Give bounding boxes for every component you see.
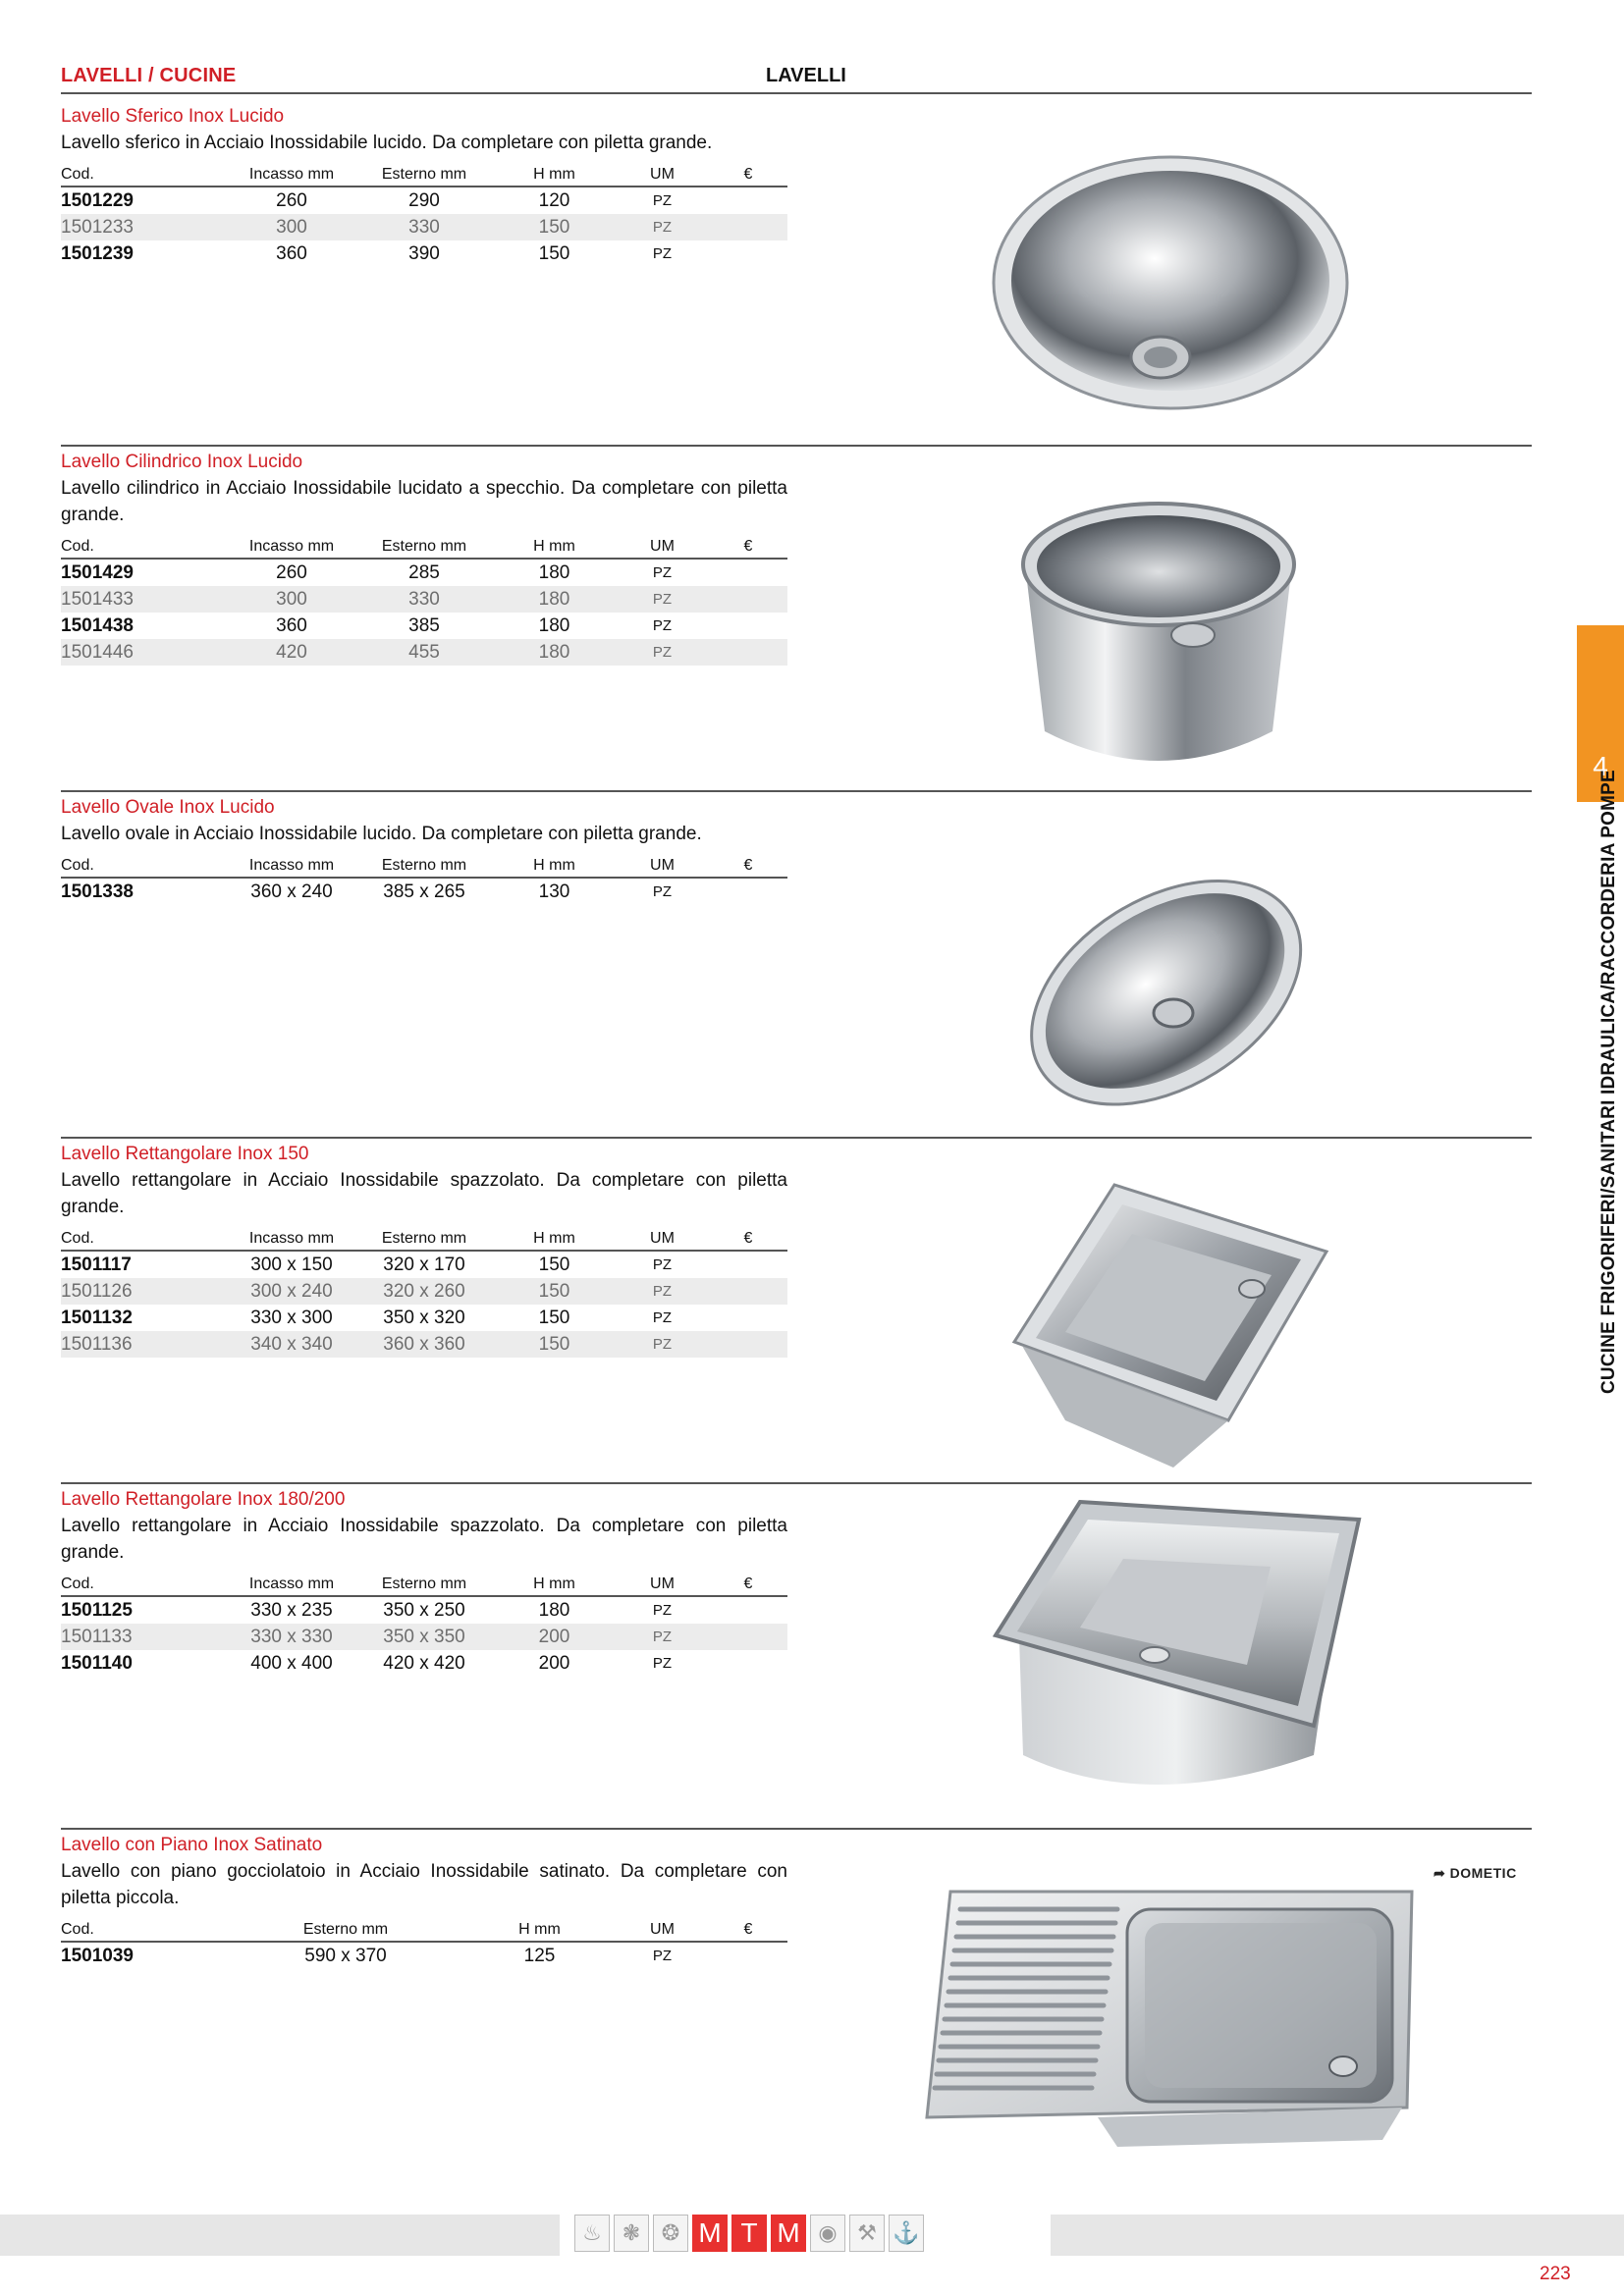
category-title: LAVELLI / CUCINE (61, 65, 237, 86)
col-um: UM (616, 1917, 709, 1942)
spherical-sink-image (982, 147, 1355, 432)
table-row (61, 586, 787, 613)
price-value (709, 1251, 787, 1278)
footer-bar-right (1051, 2215, 1624, 2256)
col-cod: Cod. (61, 853, 228, 878)
esterno-value: 350 x 320 (383, 1308, 465, 1328)
product-code: 1501429 (61, 562, 134, 583)
product-title: Lavello Rettangolare Inox 150 (61, 1144, 309, 1164)
section-divider (61, 1137, 1532, 1139)
price-value (709, 1278, 787, 1305)
table-row (61, 1278, 787, 1305)
col-esterno: Esterno mm (228, 1917, 463, 1942)
unit-value: PZ (616, 586, 709, 613)
product-table (61, 534, 787, 666)
col-um: UM (616, 1572, 709, 1596)
product-table (61, 1917, 787, 1969)
chapter-label: CUCINE FRIGORIFERI/SANITARI IDRAULICA/RACCORDERIA POMPE (1598, 770, 1619, 1394)
product-code: 1501136 (61, 1331, 228, 1358)
height-value: 150 (538, 243, 570, 264)
price-value (709, 613, 787, 639)
incasso-value: 330 x 300 (250, 1308, 333, 1328)
incasso-value: 360 (276, 243, 307, 264)
fan-icon[interactable]: ❃ (614, 2215, 649, 2252)
price-value (709, 1624, 787, 1650)
height-value: 150 (538, 1308, 570, 1328)
section-title: LAVELLI (766, 65, 846, 86)
col-h: H mm (493, 534, 616, 559)
height-value: 200 (538, 1653, 570, 1674)
product-code: 1501229 (61, 190, 134, 211)
product-description: Lavello cilindrico in Acciaio Inossidabile lucidato a specchio. Da completare con piletta grande. (61, 478, 787, 525)
height-value: 180 (538, 1600, 570, 1621)
col-h: H mm (463, 1917, 616, 1942)
product-title: Lavello Sferico Inox Lucido (61, 106, 285, 127)
col-h: H mm (493, 162, 616, 187)
section-divider (61, 445, 1532, 447)
incasso-value: 340 x 340 (228, 1331, 355, 1358)
unit-value: PZ (616, 1624, 709, 1650)
product-code: 1501039 (61, 1946, 134, 1966)
table-row (61, 1596, 787, 1624)
product-code: 1501433 (61, 586, 228, 613)
incasso-value: 260 (276, 562, 307, 583)
product-description: Lavello con piano gocciolatoio in Acciaio Inossidabile satinato. Da completare con piletta piccola. (61, 1861, 787, 1908)
col-price: € (709, 534, 787, 559)
price-value (709, 1942, 787, 1969)
price-value (709, 240, 787, 267)
height-value: 180 (538, 562, 570, 583)
table-row (61, 1942, 787, 1969)
col-price: € (709, 162, 787, 187)
section-divider (61, 1482, 1532, 1484)
height-value: 180 (493, 639, 616, 666)
unit-value: PZ (616, 214, 709, 240)
col-um: UM (616, 1226, 709, 1251)
col-esterno: Esterno mm (355, 853, 493, 878)
esterno-value: 290 (408, 190, 440, 211)
esterno-value: 590 x 370 (304, 1946, 387, 1966)
table-row (61, 1305, 787, 1331)
table-row (61, 1624, 787, 1650)
product-code: 1501239 (61, 243, 134, 264)
unit-value: PZ (652, 1655, 673, 1672)
price-value (709, 1305, 787, 1331)
col-incasso: Incasso mm (228, 162, 355, 187)
product-code: 1501438 (61, 615, 134, 636)
cylindrical-sink-image (1011, 496, 1306, 785)
price-value (709, 1650, 787, 1677)
col-incasso: Incasso mm (228, 1572, 355, 1596)
incasso-value: 300 x 240 (228, 1278, 355, 1305)
table-row (61, 214, 787, 240)
col-um: UM (616, 853, 709, 878)
table-row (61, 187, 787, 214)
col-cod: Cod. (61, 162, 228, 187)
incasso-value: 300 (228, 586, 355, 613)
unit-value: PZ (652, 617, 673, 634)
unit-value: PZ (652, 192, 673, 209)
col-cod: Cod. (61, 1917, 228, 1942)
lifebuoy-icon[interactable]: ◉ (810, 2215, 845, 2252)
price-value (709, 639, 787, 666)
esterno-value: 330 (355, 586, 493, 613)
height-value: 180 (493, 586, 616, 613)
price-value (709, 1331, 787, 1358)
incasso-value: 300 x 150 (250, 1255, 333, 1275)
footer-category-icons (574, 2215, 924, 2252)
unit-value: PZ (652, 883, 673, 900)
incasso-value: 420 (228, 639, 355, 666)
section-divider (61, 790, 1532, 792)
esterno-value: 285 (408, 562, 440, 583)
product-section-cilindrico (61, 450, 1532, 666)
oval-sink-image (1011, 846, 1316, 1131)
height-value: 120 (538, 190, 570, 211)
product-code: 1501446 (61, 639, 228, 666)
col-um: UM (616, 534, 709, 559)
unit-value: PZ (652, 1602, 673, 1619)
incasso-value: 300 (228, 214, 355, 240)
incasso-value: 330 x 235 (250, 1600, 333, 1621)
product-code: 1501140 (61, 1653, 133, 1674)
table-row (61, 1331, 787, 1358)
product-title: Lavello Cilindrico Inox Lucido (61, 452, 303, 472)
height-value: 150 (493, 1331, 616, 1358)
product-code: 1501125 (61, 1600, 133, 1621)
footer-bar-left (0, 2215, 560, 2256)
unit-value: PZ (616, 1278, 709, 1305)
t-icon[interactable]: T (731, 2215, 767, 2252)
unit-value: PZ (652, 1256, 673, 1273)
col-h: H mm (493, 853, 616, 878)
esterno-value: 390 (408, 243, 440, 264)
col-esterno: Esterno mm (355, 534, 493, 559)
col-price: € (709, 1572, 787, 1596)
product-code: 1501338 (61, 881, 134, 902)
col-price: € (709, 1226, 787, 1251)
unit-value: PZ (652, 245, 673, 262)
helm-icon[interactable]: ❂ (653, 2215, 688, 2252)
esterno-value: 360 x 360 (355, 1331, 493, 1358)
col-esterno: Esterno mm (355, 1226, 493, 1251)
col-cod: Cod. (61, 1572, 228, 1596)
height-value: 125 (523, 1946, 556, 1966)
chapter-number: 4 (1593, 751, 1608, 781)
incasso-value: 360 x 240 (250, 881, 333, 902)
price-value (709, 1596, 787, 1624)
product-description: Lavello rettangolare in Acciaio Inossidabile spazzolato. Da completare con piletta grande. (61, 1170, 787, 1217)
incasso-value: 400 x 400 (250, 1653, 333, 1674)
incasso-value: 360 (276, 615, 307, 636)
rectangular-sink-180-200-image (990, 1500, 1363, 1814)
price-value (709, 559, 787, 586)
m-icon[interactable]: M (692, 2215, 728, 2252)
product-code: 1501132 (61, 1308, 133, 1328)
unit-value: PZ (616, 639, 709, 666)
height-value: 150 (493, 1278, 616, 1305)
product-code: 1501133 (61, 1624, 228, 1650)
product-code: 1501126 (61, 1278, 228, 1305)
unit-value: PZ (652, 564, 673, 581)
page-number: 223 (1540, 2264, 1571, 2284)
product-table (61, 1572, 787, 1677)
price-value (709, 187, 787, 214)
esterno-value: 350 x 250 (383, 1600, 465, 1621)
tap-icon[interactable]: ♨ (574, 2215, 610, 2252)
esterno-value: 385 x 265 (383, 881, 465, 902)
esterno-value: 350 x 350 (355, 1624, 493, 1650)
sink-with-drainboard-image (921, 1880, 1422, 2155)
product-table (61, 1226, 787, 1358)
col-esterno: Esterno mm (355, 1572, 493, 1596)
product-table (61, 853, 787, 905)
tools-icon[interactable]: ⚒ (849, 2215, 885, 2252)
col-h: H mm (493, 1226, 616, 1251)
height-value: 150 (538, 1255, 570, 1275)
col-incasso: Incasso mm (228, 1226, 355, 1251)
esterno-value: 385 (408, 615, 440, 636)
table-row (61, 1251, 787, 1278)
price-value (709, 878, 787, 905)
table-row (61, 639, 787, 666)
price-value (709, 214, 787, 240)
incasso-value: 260 (276, 190, 307, 211)
col-cod: Cod. (61, 534, 228, 559)
product-description: Lavello sferico in Acciaio Inossidabile lucido. Da completare con piletta grande. (61, 133, 713, 153)
product-title: Lavello Ovale Inox Lucido (61, 797, 275, 818)
header-divider (61, 92, 1532, 94)
col-price: € (709, 853, 787, 878)
height-value: 130 (538, 881, 570, 902)
product-title: Lavello Rettangolare Inox 180/200 (61, 1489, 346, 1510)
height-value: 150 (493, 214, 616, 240)
col-cod: Cod. (61, 1226, 228, 1251)
product-code: 1501233 (61, 214, 228, 240)
esterno-value: 455 (355, 639, 493, 666)
height-value: 180 (538, 615, 570, 636)
esterno-value: 320 x 170 (383, 1255, 465, 1275)
product-code: 1501117 (61, 1255, 132, 1275)
table-row (61, 1650, 787, 1677)
col-incasso: Incasso mm (228, 534, 355, 559)
esterno-value: 330 (355, 214, 493, 240)
table-row (61, 613, 787, 639)
col-incasso: Incasso mm (228, 853, 355, 878)
table-row (61, 559, 787, 586)
dometic-logo: ➦ DOMETIC (1434, 1865, 1517, 1881)
price-value (709, 586, 787, 613)
table-row (61, 878, 787, 905)
col-h: H mm (493, 1572, 616, 1596)
esterno-value: 420 x 420 (383, 1653, 465, 1674)
product-description: Lavello ovale in Acciaio Inossidabile lucido. Da completare con piletta grande. (61, 824, 702, 844)
col-price: € (709, 1917, 787, 1942)
m-icon[interactable]: M (771, 2215, 806, 2252)
col-esterno: Esterno mm (355, 162, 493, 187)
esterno-value: 320 x 260 (355, 1278, 493, 1305)
product-title: Lavello con Piano Inox Satinato (61, 1835, 323, 1855)
section-divider (61, 1828, 1532, 1830)
unit-value: PZ (652, 1309, 673, 1326)
rectangular-sink-150-image (1006, 1173, 1340, 1468)
col-um: UM (616, 162, 709, 187)
product-description: Lavello rettangolare in Acciaio Inossidabile spazzolato. Da completare con piletta grande. (61, 1516, 787, 1563)
unit-value: PZ (616, 1331, 709, 1358)
unit-value: PZ (652, 1948, 673, 1964)
anchor-icon[interactable]: ⚓ (889, 2215, 924, 2252)
table-row (61, 240, 787, 267)
height-value: 200 (493, 1624, 616, 1650)
product-table (61, 162, 787, 267)
incasso-value: 330 x 330 (228, 1624, 355, 1650)
